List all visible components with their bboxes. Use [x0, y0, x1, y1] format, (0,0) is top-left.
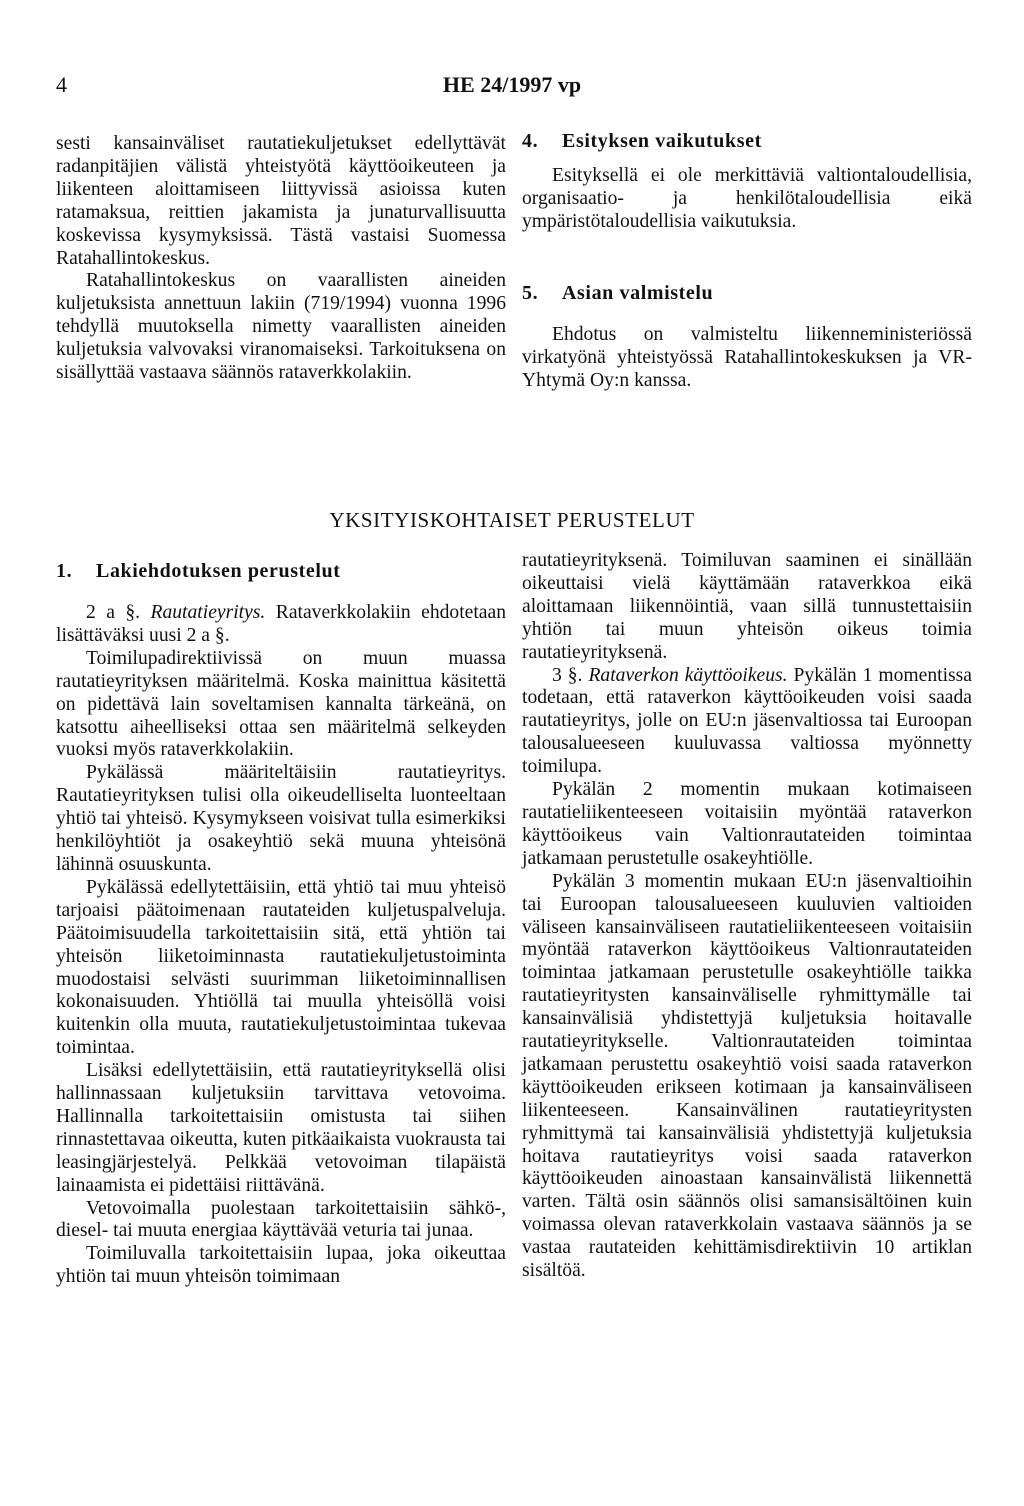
- paragraph: Ehdotus on valmisteltu liikenneministeriössä virkatyönä yhteistyössä Ratahallintokeskuksen ja VR-Yhtymä Oy:n kanssa.: [522, 324, 972, 391]
- paragraph: Pykälässä edellytettäisiin, että yhtiö tai muu yhteisö tarjoaisi päätoimenaan rautateiden kuljetuspalveluja. Päätoimisuudella tarkoitettaisiin sitä, että yhtiön tai yhteisön liiketoiminnasta rautatiekuljetustoiminta muodostaisi selvästi suurimman liiketoiminnallisen kokonaisuuden. Yhtiöllä tai muulla yhteisöllä voisi kuitenkin olla muuta, rautatiekuljetustoimintaa tukevaa toimintaa.: [56, 876, 506, 1059]
- section-title: Esityksen vaikutukset: [562, 130, 762, 152]
- paragraph: Lisäksi edellytettäisiin, että rautatieyrityksellä olisi hallinnassaan kuljetuksiin tarvittava vetovoima. Hallinnalla tarkoitettaisiin omistusta tai siihen rinnastettavaa oikeutta, kuten pitkäaikaista vuokrausta tai leasingjärjestelyä. Pelkkää vetovoiman tilapäistä lainaamista ei pidettäisi riittävänä.: [56, 1060, 506, 1196]
- paragraph: 3 §. Rataverkon käyttöoikeus. Pykälän 1 momentissa todetaan, että rataverkon käyttöoikeuden voisi saada rautatieyritys, jolle on EU:n jäsenvaltiossa tai Euroopan talousalueeseen kuuluvassa valtiossa myönnetty toimilupa.: [522, 664, 972, 778]
- section-title: Asian valmistelu: [562, 282, 714, 304]
- paragraph: Esityksellä ei ole merkittäviä valtiontaloudellisia, organisaatio- ja henkilötaloudellisia eikä ympäristötaloudellisia vaikutuksia.: [522, 165, 972, 232]
- page-number: 4: [56, 72, 67, 97]
- section-4-text: [522, 165, 972, 234]
- right-column: [522, 550, 972, 1283]
- section-5-heading: [522, 282, 713, 305]
- section-4-heading: [522, 130, 762, 153]
- section-number: 1.: [56, 560, 73, 582]
- paragraph: sesti kansainväliset rautatiekuljetukset edellyttävät radanpitäjien välistä yhteistyötä käyttöoikeuteen ja liikenteen aloittamiseen liittyvissä asioissa kuten ratamaksua, reittien jakamista ja junaturvallisuutta koskevissa kysymyksissä. Tästä vastaisi Suomessa Ratahallintokeskus.: [56, 133, 506, 269]
- law-title: Rataverkon käyttöoikeus.: [588, 664, 788, 686]
- left-column: [56, 602, 506, 1289]
- paragraph: Pykälän 3 momentin mukaan EU:n jäsenvaltioihin tai Euroopan talousalueeseen kuuluvien valtioiden väliseen kansainväliseen rautatieliikenteeseen voitaisiin myöntää rataverkon käyttöoikeus Valtionrautateiden toimintaa jatkamaan perustetulle osakeyhtiölle taikka rautatieyritysten kansainväliselle ryhmittymälle tai kansainvälisiä yhdistettyjä kuljetuksia hoitavalle rautatieyritykselle. Valtionrautateiden toimintaa jatkamaan perustettu osakeyhtiö voisi saada rataverkon käyttöoikeuden erikseen kotimaan ja kansainväliseen liikenteeseen. Kansainvälinen rautatieyritysten ryhmittymä tai kansainvälisiä yhdistettyjä kuljetuksia hoitava rautatieyritys voisi saada rataverkon käyttöoikeuden ainoastaan kansainvälistä liikennettä varten. Tältä osin säännös olisi samansisältöinen kuin voimassa olevan rataverkkolain vastaava säännös ja se vastaa rautateiden kehittämisdirektiivin 10 artiklan sisältöä.: [522, 870, 972, 1282]
- paragraph: Toimilupadirektiivissä on muun muassa rautatieyrityksen määritelmä. Koska mainittua käsitettä on pidettävä lain soveltamisen kannalta tärkeänä, on katsottu aiheelliseksi ottaa sen määritelmä selkeyden vuoksi myös rataverkkolakiin.: [56, 647, 506, 761]
- law-title: Rautatieyritys.: [150, 602, 266, 623]
- section-1-heading: [56, 560, 341, 583]
- top-left-column: [56, 133, 506, 385]
- section-5-text: [522, 324, 972, 393]
- running-header: HE 24/1997 vp: [442, 72, 582, 97]
- paragraph: Toimiluvalla tarkoitettaisiin lupaa, joka oikeuttaa yhtiön tai muun yhteisön toimimaan: [56, 1243, 506, 1288]
- paragraph: rautatieyrityksenä. Toimiluvan saaminen ei sinällään oikeuttaisi vielä käyttämään rataverkkoa eikä aloittamaan liikennöintiä, vaan sillä tunnustettaisiin yhtiön tai muun yhteisön oikeus toimia rautatieyrityksenä.: [522, 550, 972, 663]
- paragraph: Vetovoimalla puolestaan tarkoitettaisiin sähkö-, diesel- tai muuta energiaa käyttävää veturia tai junaa.: [56, 1197, 506, 1242]
- section-title: Lakiehdotuksen perustelut: [96, 560, 341, 582]
- section-number: 4.: [522, 130, 539, 152]
- paragraph: 2 a §. Rautatieyritys. Rataverkkolakiin ehdotetaan lisättäväksi uusi 2 a §.: [56, 602, 506, 646]
- paragraph: Pykälän 2 momentin mukaan kotimaiseen rautatieliikenteeseen voitaisiin myöntää rataverkon käyttöoikeus vain Valtionrautateiden toimintaa jatkamaan perustetulle osakeyhtiölle.: [522, 779, 972, 869]
- paragraph: Ratahallintokeskus on vaarallisten aineiden kuljetuksista annettuun lakiin (719/1994) vuonna 1996 tehdyllä muutoksella nimetty vaarallisten aineiden kuljetuksia valvovaksi viranomaiseksi. Tarkoituksena on sisällyttää vastaava säännös rataverkkolakiin.: [56, 270, 506, 384]
- main-heading: YKSITYISKOHTAISET PERUSTELUT: [329, 508, 695, 532]
- paragraph: Pykälässä määriteltäisiin rautatieyritys. Rautatieyrityksen tulisi olla oikeudelliselta luonteeltaan yhtiö tai yhteisö. Kysymykseen voisivat tulla esimerkiksi henkilöyhtiöt ja osakeyhtiö sekä muuna yhteisönä lähinnä osuuskunta.: [56, 762, 506, 875]
- section-number: 5.: [522, 282, 539, 304]
